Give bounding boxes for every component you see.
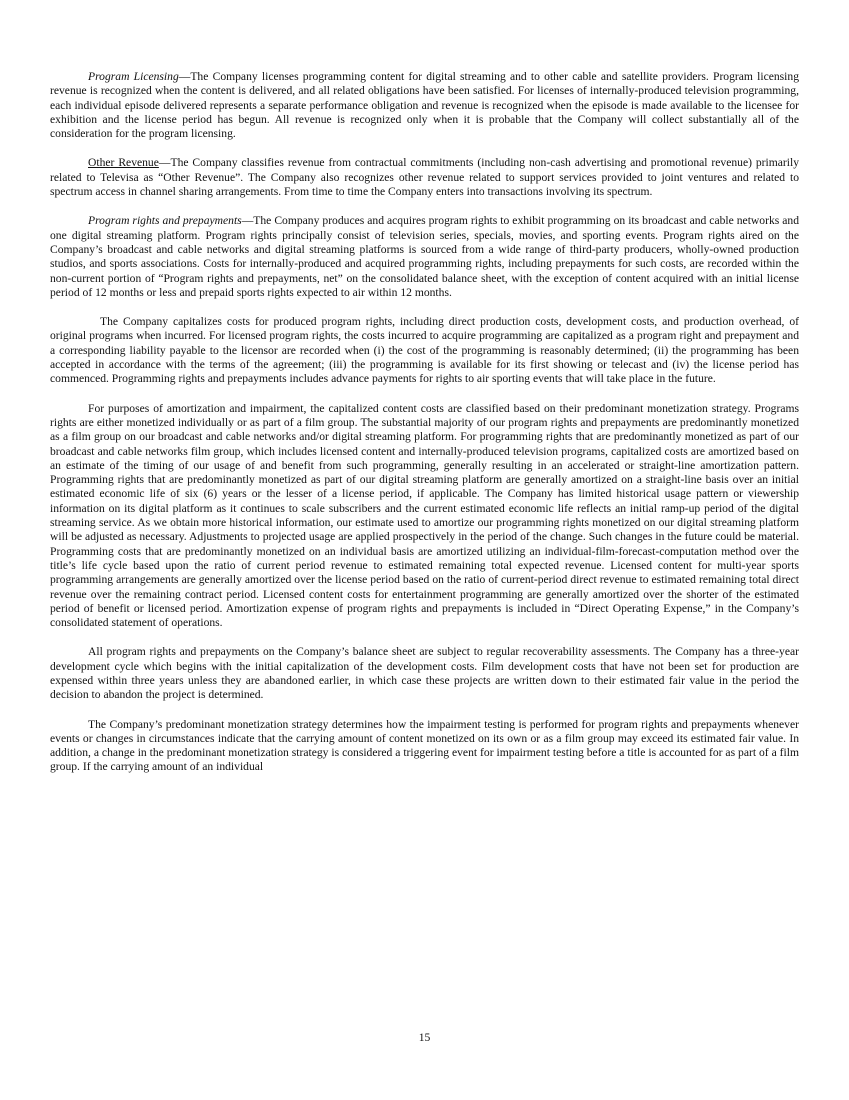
paragraph-body: —The Company produces and acquires program rights to exhibit programming on its broadcast and cable networks and one digital streaming platform. Program rights principally consist of television series, specials, movies, and sporting events. Program rights aired on the Company’s broadcast and cable networks and digital streaming platforms is sourced from a wide range of third-party producers, wholly-owned production studios, and sports associations. Costs for internally-produced and acquired programming rights, including prepayments for such costs, are recorded within the non-current portion of “Program rights and prepayments, net” on the consolidated balance sheet, with the exception of content acquired with an initial license period of 12 months or less and prepaid sports rights expected to air within 12 months. bbox=[50, 214, 799, 299]
paragraph-heading: Program rights and prepayments bbox=[88, 214, 242, 228]
paragraph-heading: Program Licensing bbox=[88, 70, 179, 83]
paragraph-body: All program rights and prepayments on the Company’s balance sheet are subject to regular recoverability assessments. The Company has a three-year development cycle which begins with the initial capitalization of the development costs. Film development costs that have not been set for production are expensed within three years unless they are abandoned earlier, in which case these projects are written down to their estimated fair value in the period the decision to abandon the project is determined. bbox=[50, 645, 799, 702]
paragraph-capitalized-costs bbox=[50, 315, 799, 386]
paragraph-amortization-impairment bbox=[50, 402, 799, 631]
page-number: 15 bbox=[418, 1031, 431, 1044]
paragraph-program-rights-prepayments bbox=[50, 214, 799, 300]
paragraph-body: The Company’s predominant monetization strategy determines how the impairment testing is performed for program rights and prepayments whenever events or changes in circumstances indicate that the carrying amount of content monetized on its own or as a film group may exceed its estimated fair value. In addition, a change in the predominant monetization strategy is considered a triggering event for impairment testing before a title is accounted for as part of a film group. If the carrying amount of an individual bbox=[50, 717, 799, 774]
paragraph-program-licensing bbox=[50, 70, 799, 141]
paragraph-body: —The Company licenses programming content for digital streaming and to other cable and satellite providers. Program licensing revenue is recognized when the content is delivered, and all related obligations have been satisfied. For licenses of internally-produced television programming, each individual episode delivered represents a separate performance obligation and revenue is recognized when the episode is made available to the licensee for exhibition and the license period has begun. All revenue is recognized only when it is probable that the Company will collect substantially all of the consideration for the program licensing. bbox=[50, 70, 799, 141]
paragraph-body: —The Company classifies revenue from contractual commitments (including non-cash advertising and promotional revenue) primarily related to Televisa as “Other Revenue”. The Company also recognizes other revenue related to support services provided to joint ventures and related to spectrum access in channel sharing arrangements. From time to time the Company enters into transactions involving its spectrum. bbox=[50, 156, 800, 199]
paragraph-other-revenue bbox=[50, 156, 799, 199]
paragraph-monetization-strategy bbox=[50, 718, 799, 775]
paragraph-heading: Other Revenue bbox=[88, 156, 159, 170]
paragraph-body: For purposes of amortization and impairment, the capitalized content costs are classified based on their predominant monetization strategy. Programs rights are either monetized individually or as part of a film group. The substantial majority of our program rights and prepayments are predominantly monetized as a film group on our broadcast and cable networks and/or digital streaming platform. For programming rights that are predominantly monetized as part of our broadcast and cable networks film group, which includes licensed content and internally-produced television programs, capitalized costs are amortized based on an estimate of the timing of our usage of and benefit from such programming, generally resulting in an accelerated or straight-line amortization pattern. Programming rights that are predominantly monetized as part of our digital streaming platform are generally amortized on a straight-line basis over an initial estimated economic life of six (6) years or the lesser of a license period, if applicable. The Company has limited historical usage pattern or viewership information on its digital platform as it continues to scale subscribers and the current estimated economic life reflects an initial ramp-up period of the digital streaming service. As we obtain more historical information, our estimate used to amortize our programming rights monetized on our digital streaming platform will be adjusted as necessary. Adjustments to projected usage are applied prospectively in the period of the change. Such changes in the future could be material. Programming costs that are predominantly monetized on an individual basis are amortized utilizing an individual-film-forecast-computation method over the title’s life cycle based upon the ratio of current period revenue to estimated remaining total expected revenue. Licensed content for multi-year sports programming arrangements are generally amortized over the license period based on the ratio of current-period direct revenue to estimated remaining total direct revenue over the remaining contract period. Licensed content costs for entertainment programming are generally amortized over the shorter of the estimated period of benefit or licensed period. Amortization expense of program rights and prepayments is included in “Direct Operating Expense,” in the Company’s consolidated statement of operations. bbox=[50, 401, 799, 630]
paragraph-body: The Company capitalizes costs for produced program rights, including direct production costs, development costs, and production overhead, of original programs when incurred. For licensed program rights, the costs incurred to acquire programming are capitalized as a program right and prepayment and a corresponding liability payable to the licensor are recorded when (i) the cost of the programming is reasonably determined; (ii) the programming has been accepted in accordance with the terms of the agreement; (iii) the programming is available for its first showing or telecast and (iv) the license period has commenced. Programming rights and prepayments includes advance payments for rights to air sporting events that will take place in the future. bbox=[50, 315, 799, 386]
paragraph-recoverability bbox=[50, 645, 799, 702]
document-page bbox=[50, 70, 799, 790]
